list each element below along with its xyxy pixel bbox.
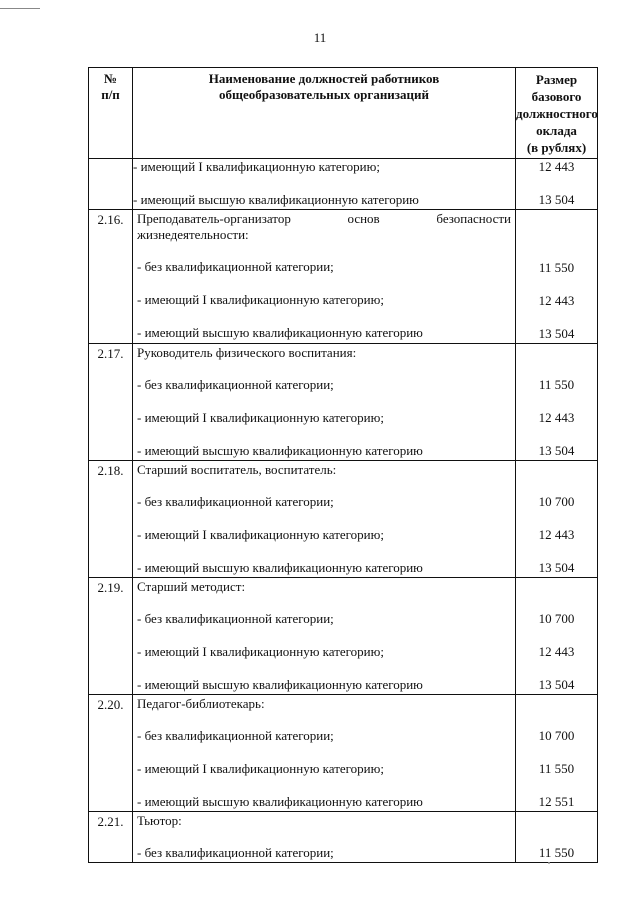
table-row <box>89 695 598 812</box>
position-items <box>133 829 515 862</box>
cell-number: 2.21. <box>89 812 133 863</box>
item-label: - имеющий высшую квалификационную категорию <box>137 794 423 809</box>
item-label: - имеющий I квалификационную категорию; <box>137 761 384 776</box>
salary-value: 12 551 <box>538 794 575 809</box>
salary-spacer <box>516 695 597 712</box>
position-title: Руководитель физического воспитания: <box>137 345 357 360</box>
item-label: - имеющий высшую квалификационную категорию <box>137 443 423 458</box>
position-items <box>133 361 515 460</box>
scan-speck <box>548 862 550 864</box>
position-title: Педагог-библиотекарь: <box>137 696 265 711</box>
item-label: - имеющий I квалификационную категорию; <box>137 644 384 659</box>
item-label: - имеющий высшую квалификационную категорию <box>133 192 419 207</box>
cell-position <box>133 695 516 812</box>
position-title: Старший воспитатель, воспитатель: <box>137 462 337 477</box>
table-row <box>89 344 598 461</box>
table-row <box>89 461 598 578</box>
header-position-name <box>133 68 516 159</box>
item-label: - имеющий высшую квалификационную категорию <box>137 325 423 340</box>
salary-value: 13 504 <box>538 326 575 341</box>
salary-value: 10 700 <box>538 494 575 509</box>
salary-spacer <box>516 344 597 361</box>
table-row <box>89 812 598 863</box>
header-salary-text: Размер базового должностного оклада (в рублях) <box>516 72 598 155</box>
cell-number: 2.17. <box>89 344 133 461</box>
salary-value: 13 504 <box>538 443 575 458</box>
item-label: - имеющий I квалификационную категорию; <box>137 410 384 425</box>
position-items <box>133 243 515 342</box>
position-items <box>133 712 515 811</box>
header-number-text: № п/п <box>101 71 120 102</box>
item-label: - без квалификационной категории; <box>137 845 334 860</box>
cell-salary <box>516 578 598 695</box>
position-title: Тьютор: <box>137 813 182 828</box>
table-row-continuation <box>89 159 598 210</box>
item-label: - имеющий высшую квалификационную категорию <box>137 560 423 575</box>
header-position-text: Наименование должностей работников общеобразовательных организаций <box>208 71 440 102</box>
item-label: - имеющий I квалификационную категорию; <box>133 159 380 174</box>
table-row <box>89 578 598 695</box>
cell-salary <box>516 695 598 812</box>
item-label: - имеющий I квалификационную категорию; <box>137 527 384 542</box>
salary-value: 13 504 <box>538 677 575 692</box>
cell-position <box>133 461 516 578</box>
salary-spacer <box>516 578 597 595</box>
salary-value: 12 443 <box>538 527 575 542</box>
position-title: Преподаватель-организатор основ безопасности жизнедеятельности: <box>137 211 511 242</box>
corner-mark <box>0 0 40 9</box>
salary-value: 11 550 <box>538 761 575 776</box>
cell-position <box>133 812 516 863</box>
cell-number <box>89 159 133 210</box>
salary-spacer <box>516 210 597 244</box>
salary-value: 11 550 <box>538 260 575 275</box>
cell-position <box>133 344 516 461</box>
cell-salary <box>516 344 598 461</box>
page-number: 11 <box>313 30 327 45</box>
position-items <box>133 595 515 694</box>
item-label: - без квалификационной категории; <box>137 377 334 392</box>
cell-position <box>133 210 516 344</box>
item-label: - имеющий I квалификационную категорию; <box>137 292 384 307</box>
table-header-row <box>89 68 598 159</box>
table-row <box>89 210 598 344</box>
salary-value: 10 700 <box>538 728 575 743</box>
cell-number: 2.19. <box>89 578 133 695</box>
item-label: - без квалификационной категории; <box>137 728 334 743</box>
salary-value: 12 443 <box>538 159 575 174</box>
cell-salary <box>516 159 598 210</box>
header-number <box>89 68 133 159</box>
cell-salary <box>516 812 598 863</box>
item-label: - без квалификационной категории; <box>137 611 334 626</box>
salary-value: 10 700 <box>538 611 575 626</box>
item-label: - имеющий высшую квалификационную категорию <box>137 677 423 692</box>
cell-number: 2.16. <box>89 210 133 344</box>
position-items <box>133 478 515 577</box>
salary-value: 12 443 <box>538 644 575 659</box>
salary-value: 11 550 <box>538 377 575 392</box>
cell-position <box>133 578 516 695</box>
header-salary <box>516 68 598 159</box>
cell-salary <box>516 210 598 344</box>
item-label: - без квалификационной категории; <box>137 259 334 274</box>
salary-value: 11 550 <box>538 845 575 860</box>
cell-number: 2.18. <box>89 461 133 578</box>
salary-value: 13 504 <box>538 192 575 207</box>
salary-spacer <box>516 461 597 478</box>
salary-value: 12 443 <box>538 293 575 308</box>
salary-value: 12 443 <box>538 410 575 425</box>
item-label: - без квалификационной категории; <box>137 494 334 509</box>
position-title: Старший методист: <box>137 579 246 594</box>
salary-value: 13 504 <box>538 560 575 575</box>
salary-spacer <box>516 812 597 829</box>
cell-salary <box>516 461 598 578</box>
salary-table <box>88 67 598 863</box>
cell-number: 2.20. <box>89 695 133 812</box>
cell-items <box>133 159 516 210</box>
